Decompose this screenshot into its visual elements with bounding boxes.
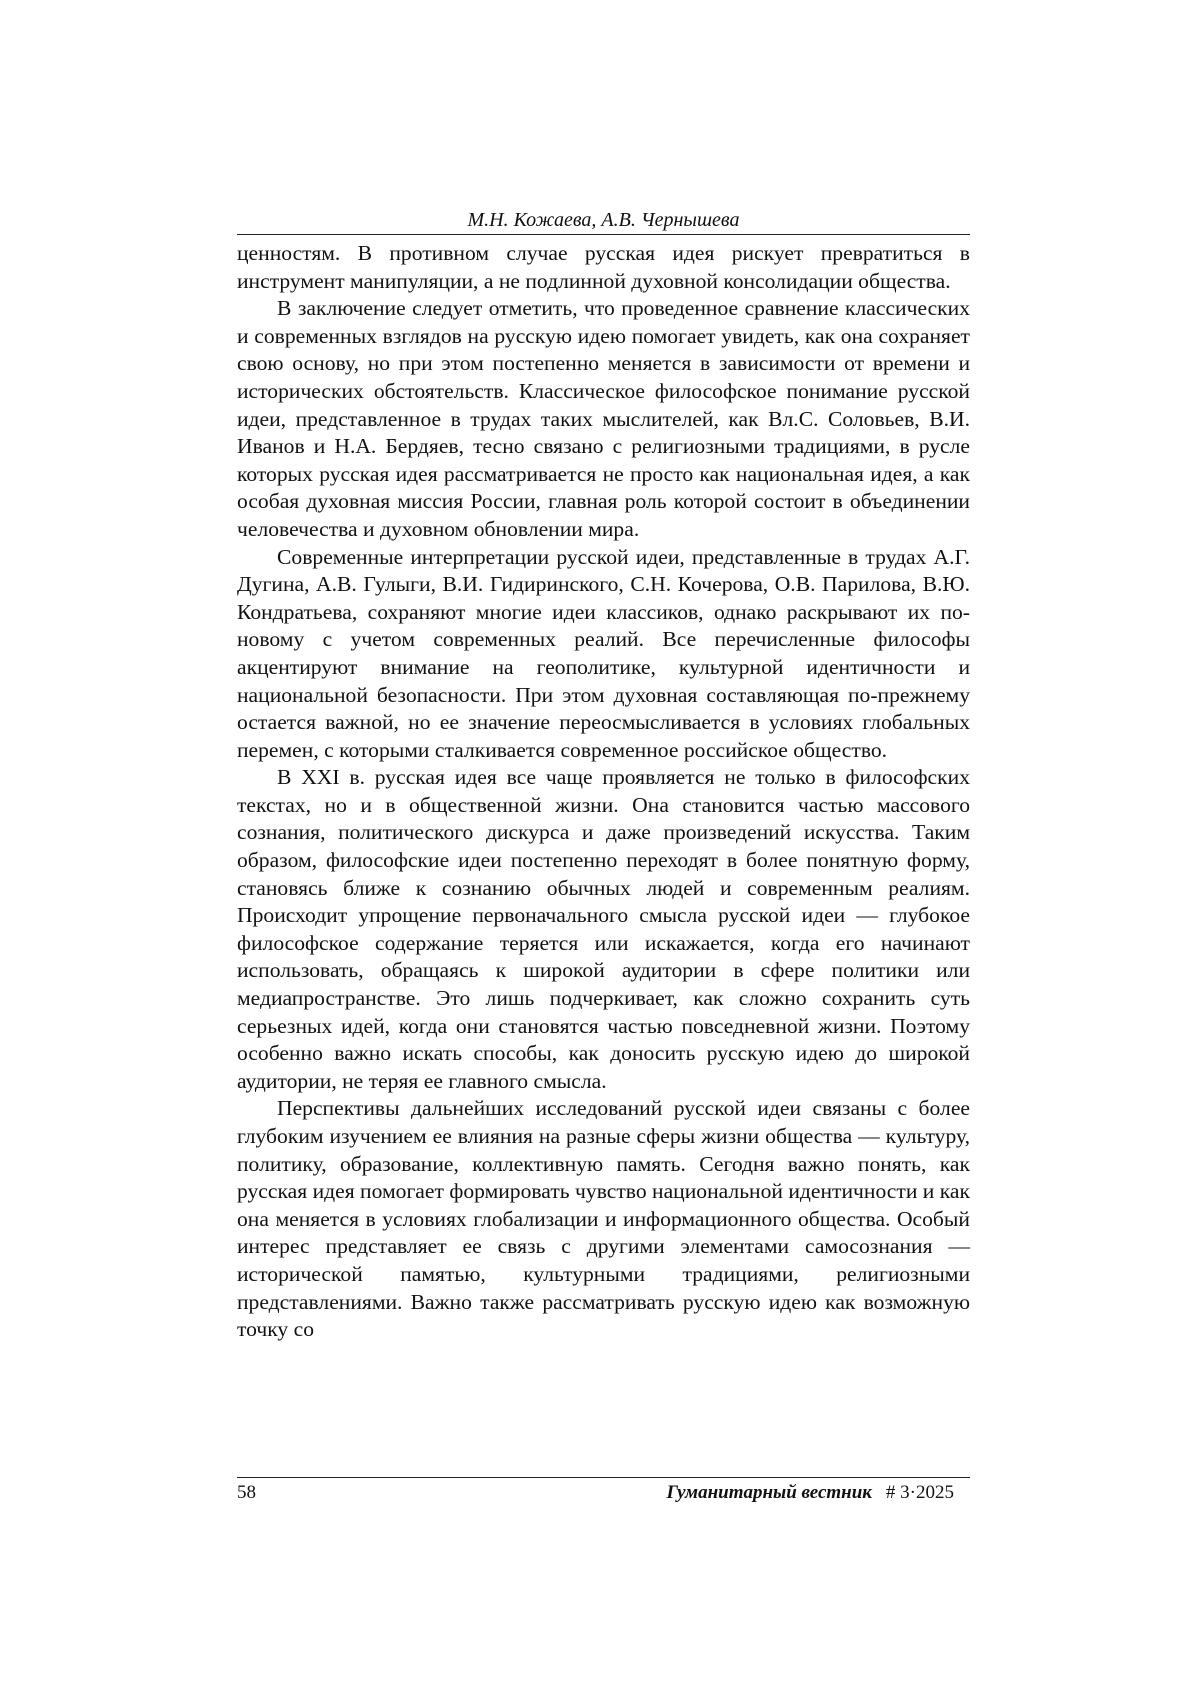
journal-issue: # 3·2025 <box>885 1482 954 1503</box>
paragraph: Перспективы дальнейших исследований русской идеи связаны с более глубоким изучением ее влияния на разные сферы жизни общества — культуру, политику, образование, коллективную память. Сегодня важно понять, как русская идея помогает формировать чувство национальной идентичности и как она меняется в условиях глобализации и информационного общества. Особый интерес представляет ее связь с другими элементами самосознания — исторической памятью, культурными традициями, религиозными представлениями. Важно также рассматривать русскую идею как возможную точку со <box>237 1096 970 1342</box>
journal-info <box>666 1481 970 1505</box>
paragraph: В XXI в. русская идея все чаще проявляется не только в философских текстах, но и в общественной жизни. Она становится частью массового сознания, политического дискурса и даже произведений искусства. Таким образом, философские идеи постепенно переходят в более понятную форму, становясь ближе к сознанию обычных людей и современным реалиям. Происходит упрощение первоначального смысла русской идеи — глубокое философское содержание теряется или искажается, когда его начинают использовать, обращаясь к широкой аудитории в сфере политики или медиапространстве. Это лишь подчеркивает, как сложно сохранить суть серьезных идей, когда они становятся частью повседневной жизни. Поэтому особенно важно искать способы, как доносить русскую идею до широкой аудитории, не теряя ее главного смысла. <box>237 765 970 1093</box>
journal-name: Гуманитарный вестник <box>666 1482 872 1503</box>
paragraph-continuation: ценностям. В противном случае русская идея рискует превратиться в инструмент манипуляции, а не подлинной духовной консолидации общества. <box>237 241 970 293</box>
paragraph: Современные интерпретации русской идеи, представленные в трудах А.Г. Дугина, А.В. Гулыги, В.И. Гидиринского, С.Н. Кочерова, О.В. Парилова, В.Ю. Кондратьева, сохраняют многие идеи классиков, однако раскрывают их по-новому с учетом современных реалий. Все перечисленные философы акцентируют внимание на геополитике, культурной идентичности и национальной безопасности. При этом духовная составляющая по-прежнему остается важной, но ее значение переосмысливается в условиях глобальных перемен, с которыми сталкивается современное российское общество. <box>237 544 970 762</box>
page-number: 58 <box>237 1482 256 1503</box>
page-footer <box>237 1477 970 1505</box>
page-content <box>237 208 970 1344</box>
paragraph: В заключение следует отметить, что проведенное сравнение классических и современных взглядов на русскую идею помогает увидеть, как она сохраняет свою основу, но при этом постепенно меняется в зависимости от времени и исторических обстоятельств. Классическое философское понимание русской идеи, представленное в трудах таких мыслителей, как Вл.С. Соловьев, В.И. Иванов и Н.А. Бердяев, тесно связано с религиозными традициями, в русле которых русская идея рассматривается не просто как национальная идея, а как особая духовная миссия России, главная роль которой состоит в объединении человечества и духовном обновлении мира. <box>237 296 970 541</box>
article-body <box>237 240 970 1344</box>
running-head-authors: М.Н. Кожаева, А.В. Чернышева <box>237 208 970 235</box>
